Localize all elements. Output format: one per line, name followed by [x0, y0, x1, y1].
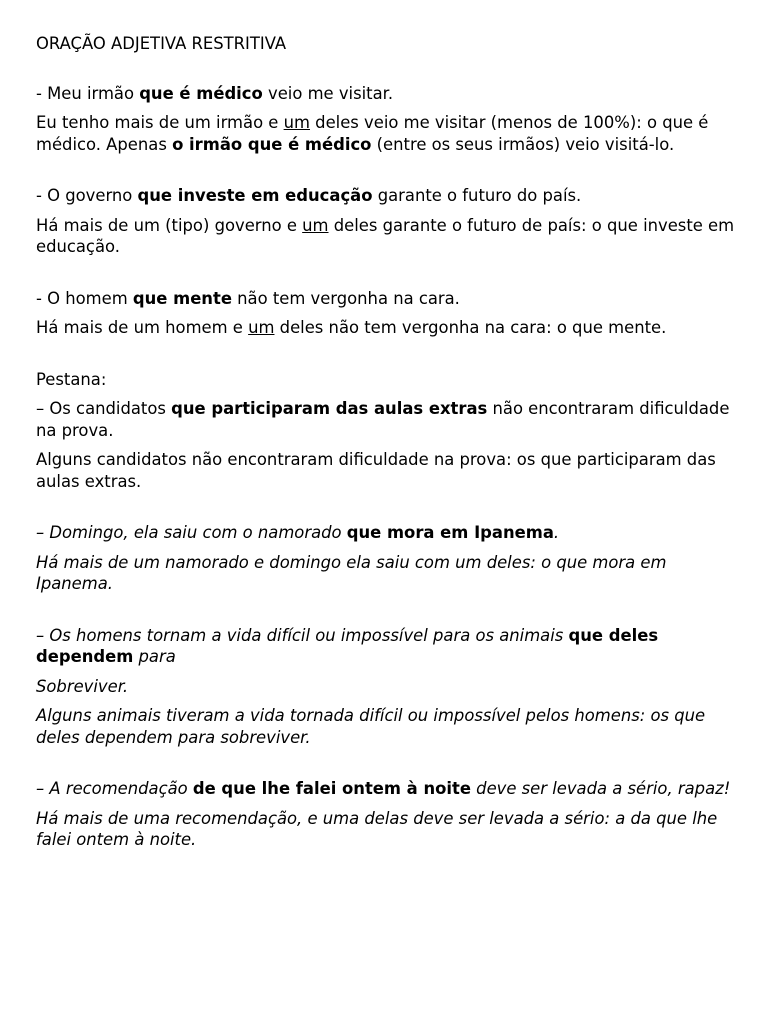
sentence-text: não encontraram dificuldade na prova. — [36, 399, 730, 440]
sentence-text: – Domingo, ela saiu com o namorado — [36, 523, 347, 542]
example-explanation — [36, 112, 748, 155]
example-explanation: Há mais de uma recomendação, e uma delas deve ser levada a sério: a da que lhe falei ontem à noite. — [36, 808, 718, 849]
section-label: Pestana: — [36, 369, 107, 389]
sentence-text: não tem vergonha na cara. — [231, 288, 460, 308]
example-explanation: Alguns animais tiveram a vida tornada difícil ou impossível pelos homens: os que deles dependem para sobreviver. — [36, 706, 706, 747]
sentence-continuation: Sobreviver. — [36, 676, 129, 696]
sentence-text: – Os homens tornam a vida difícil ou impossível para os animais — [36, 625, 569, 645]
underlined-word: um — [283, 113, 310, 132]
highlighted-clause: que é médico — [139, 83, 263, 103]
explanation-text: Eu tenho mais de um irmão e — [36, 113, 284, 132]
highlighted-clause: que participaram das aulas extras — [171, 399, 488, 418]
explanation-text: Há mais de um (tipo) governo e — [36, 215, 303, 235]
explanation-text: deles garante o futuro de país: o que investe em educação. — [36, 215, 735, 256]
example-sentence — [36, 778, 748, 800]
highlighted-clause: de que lhe falei ontem à noite — [192, 779, 471, 798]
sentence-text: – A recomendação — [36, 779, 193, 798]
example-explanation: Alguns candidatos não encontraram dificuldade na prova: os que participaram das aulas extras. — [36, 450, 716, 491]
underlined-word: um — [248, 318, 275, 337]
document-page — [36, 33, 748, 851]
explanation-text: deles veio me visitar (menos de 100%): o que é médico. Apenas — [36, 113, 709, 154]
explanation-text: (entre os seus irmãos) veio visitá-lo. — [371, 134, 675, 154]
sentence-text: - O homem — [36, 288, 133, 308]
sentence-text: para — [133, 647, 176, 666]
underlined-word: um — [302, 215, 329, 235]
highlighted-clause: que mente — [132, 288, 232, 308]
highlighted-clause: que investe em educação — [137, 186, 373, 205]
example-sentence — [36, 625, 748, 668]
sentence-text: - Meu irmão — [36, 83, 140, 103]
sentence-text: – Os candidatos — [36, 399, 172, 418]
sentence-text: - O governo — [36, 186, 138, 205]
sentence-text: veio me visitar. — [262, 83, 394, 103]
highlighted-clause: que mora em Ipanema — [346, 523, 554, 542]
example-sentence — [36, 398, 748, 441]
sentence-text: . — [553, 523, 560, 542]
example-explanation — [36, 317, 748, 339]
sentence-text: deve ser levada a sério, rapaz! — [470, 779, 731, 798]
example-sentence — [36, 83, 748, 105]
explanation-text: deles não tem vergonha na cara: o que mente. — [274, 318, 667, 337]
example-explanation — [36, 215, 748, 258]
document-title: ORAÇÃO ADJETIVA RESTRITIVA — [36, 34, 287, 53]
example-sentence — [36, 288, 748, 310]
example-sentence — [36, 522, 748, 544]
highlighted-phrase: o irmão que é médico — [172, 134, 372, 154]
example-explanation: Há mais de um namorado e domingo ela saiu com um deles: o que mora em Ipanema. — [36, 552, 667, 593]
sentence-text: garante o futuro do país. — [372, 186, 582, 205]
highlighted-clause: que deles dependem — [36, 625, 659, 666]
explanation-text: Há mais de um homem e — [36, 318, 249, 337]
example-sentence — [36, 185, 748, 207]
